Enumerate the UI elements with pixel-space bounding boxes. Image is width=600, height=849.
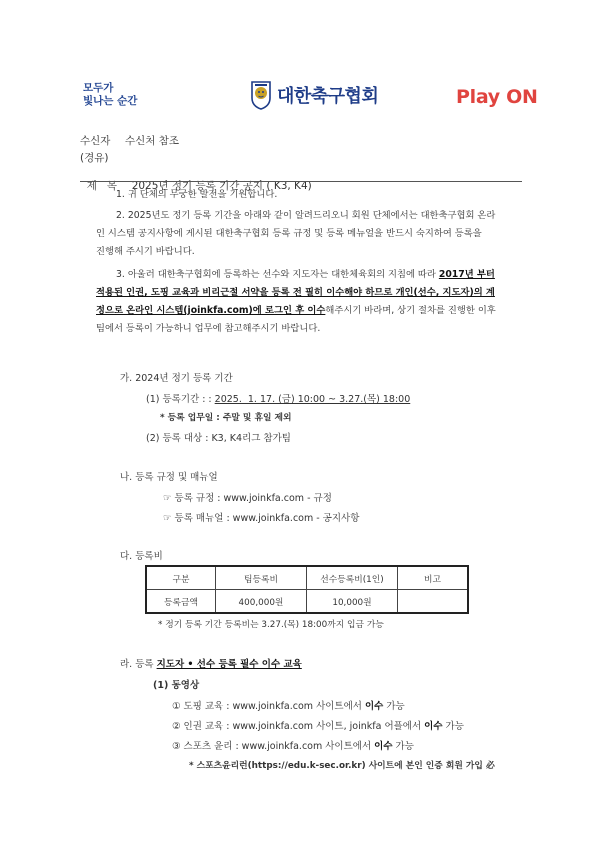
registration-target: (2) 등록 대상 : K3, K4리그 참가팀: [146, 433, 291, 444]
sports-ethics-signup-note: * 스포츠윤리런(https://edu.k-sec.or.kr) 사이트에 본인 인증 회원 가입 必: [189, 761, 495, 771]
sports-ethics-tail: 가능: [392, 741, 414, 752]
section-da-title: 다. 등록비: [120, 551, 163, 562]
registration-period-value: 2025. 1. 17. (금) 10:00 ~ 3.27.(목) 18:00: [214, 394, 411, 405]
human-rights-education-item: [172, 718, 464, 732]
doping-text: ① 도핑 교육 : www.joinkfa.com 사이트에서: [172, 701, 365, 712]
registration-manual-link: ☞ 등록 매뉴얼 : www.joinkfa.com - 공지사항: [163, 513, 360, 524]
p3-plain-1: 3. 아울러 대한축구협회에 등록하는 선수와 지도자는 대한체육회의 지침에 따라: [116, 269, 439, 280]
sports-ethics-item: [172, 738, 414, 752]
paragraph-3-line-4: 팀에서 등록이 가능하니 업무에 참고해주시기 바랍니다.: [96, 323, 321, 334]
section-ra-prefix: 라. 등록: [120, 659, 157, 670]
paragraph-2-line-2: 인 시스템 공지사항에 게시된 대한축구협회 등록 규정 및 등록 메뉴얼을 반드시 숙지하여 등록을: [96, 228, 482, 239]
header-divider: [80, 181, 522, 182]
via-label: (경유): [80, 152, 109, 164]
fee-deadline-note: * 정기 등록 기간 등록비는 3.27.(목) 18:00까지 입금 가능: [158, 620, 384, 630]
paragraph-3: [96, 266, 536, 338]
slogan-line-2: 빛나는 순간: [83, 95, 138, 107]
fee-table-header-row: [146, 566, 468, 590]
doping-education-item: [172, 698, 405, 712]
paragraph-2-line-3: 진행해 주시기 바랍니다.: [96, 246, 195, 257]
business-days-note: * 등록 업무일 : 주말 및 휴일 제외: [160, 413, 292, 423]
slogan: [83, 82, 137, 108]
paragraph-3-line-3: [96, 302, 536, 320]
slogan-line-1: 모두가: [83, 82, 114, 94]
registration-period: [146, 391, 410, 405]
human-rights-bold: 이수: [424, 721, 443, 732]
doping-tail: 가능: [383, 701, 405, 712]
fee-header-category: 구분: [146, 566, 216, 590]
kfa-logo: [250, 80, 378, 110]
fee-cell-category: 등록금액: [146, 590, 216, 614]
sports-ethics-bold: 이수: [374, 741, 393, 752]
paragraph-2: [96, 207, 536, 261]
fee-cell-player: 10,000원: [307, 590, 398, 614]
sports-ethics-text: ③ 스포츠 윤리 : www.joinkfa.com 사이트에서: [172, 741, 375, 752]
human-rights-tail: 가능: [442, 721, 464, 732]
fee-table-row: [146, 590, 468, 614]
fee-table: [145, 565, 469, 614]
p3-bold-3: 정으로 온라인 시스템(joinkfa.com)에 로그인 후 이수: [96, 305, 326, 316]
fee-header-player: 선수등록비(1인): [307, 566, 398, 590]
via-row: [80, 150, 108, 165]
paragraph-3-line-2: 적용된 인권, 도핑 교육과 비리근절 서약을 등록 전 필히 이수해야 하므로 개인(선수, 지도자)의 계: [96, 287, 495, 298]
paragraph-1: 1. 귀 단체의 무궁한 발전을 기원합니다.: [116, 189, 278, 200]
section-ra-underlined: 지도자 • 선수 등록 필수 이수 교육: [156, 659, 302, 670]
human-rights-text: ② 인권 교육 : www.joinkfa.com 사이트, joinkfa 어플에서: [172, 721, 425, 732]
fee-cell-team: 400,000원: [216, 590, 307, 614]
doping-bold: 이수: [364, 701, 384, 712]
section-na-title: 나. 등록 규정 및 매뉴얼: [120, 472, 218, 483]
p3-bold-1: 2017년 부터: [438, 269, 495, 280]
registration-period-label: (1) 등록기간 : :: [146, 394, 215, 405]
video-subsection: (1) 동영상: [153, 680, 200, 691]
section-ga-title: 가. 2024년 정기 등록 기간: [120, 373, 233, 384]
registration-rule-link: ☞ 등록 규정 : www.joinkfa.com - 규정: [163, 493, 332, 504]
section-ra-title: [120, 656, 302, 670]
subject-label: 제 목: [86, 180, 117, 192]
recipient-value: 수신처 참조: [125, 135, 180, 147]
tiger-emblem-icon: [250, 80, 272, 110]
recipient-label: 수신자: [80, 135, 111, 147]
recipient-row: [80, 133, 179, 148]
fee-cell-remarks: [398, 590, 469, 614]
paragraph-3-line-1: [96, 266, 536, 284]
fee-header-team: 팀등록비: [216, 566, 307, 590]
subject-value: 2025년 정기 등록 기간 공지 ( K3, K4): [131, 180, 312, 192]
p3-plain-3: 해주시기 바라며, 상기 절차를 진행한 이후: [325, 305, 496, 316]
org-name: 대한축구협회: [277, 86, 379, 107]
paragraph-2-line-1: 2. 2025년도 정기 등록 기간을 아래와 같이 알려드리오니 회원 단체에서는 대한축구협회 온라: [116, 210, 496, 221]
fee-header-remarks: 비고: [398, 566, 469, 590]
play-on-brand: Play ON: [456, 86, 538, 108]
